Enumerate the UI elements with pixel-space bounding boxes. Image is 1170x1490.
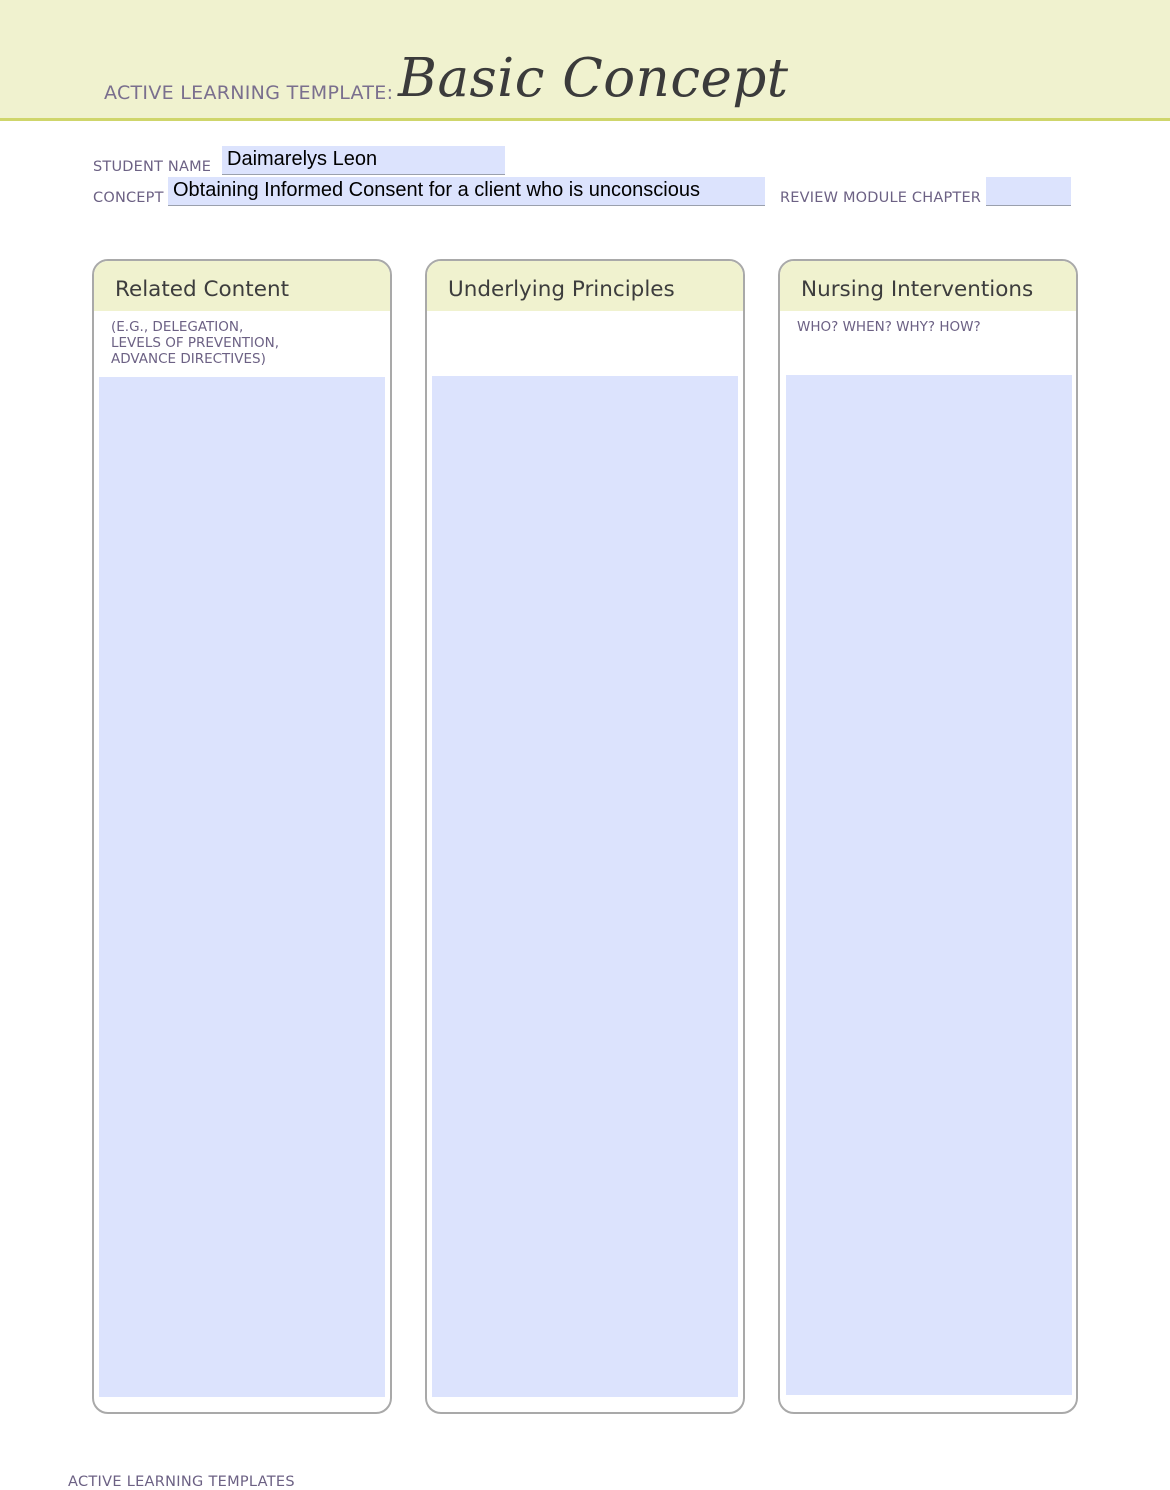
review-module-chapter-field[interactable] [986, 177, 1071, 206]
nursing-interventions-textarea[interactable] [786, 375, 1072, 1395]
related-content-panel [92, 259, 392, 1414]
related-content-note-line: ADVANCE DIRECTIVES) [111, 351, 266, 367]
underlying-principles-textarea[interactable] [432, 376, 738, 1397]
related-content-note-line: (E.G., DELEGATION, [111, 319, 244, 335]
related-content-textarea[interactable] [99, 377, 385, 1397]
header-rule [0, 118, 1170, 121]
student-name-label: STUDENT NAME [93, 159, 212, 175]
related-content-note [111, 319, 279, 367]
concept-label: CONCEPT [93, 190, 164, 206]
page-title: Basic Concept [398, 48, 789, 109]
underlying-principles-panel [425, 259, 745, 1414]
underlying-principles-title: Underlying Principles [448, 277, 675, 302]
nursing-interventions-note [797, 319, 981, 335]
related-content-note-line: LEVELS OF PREVENTION, [111, 335, 280, 351]
nursing-interventions-panel [778, 259, 1078, 1414]
footer-text: ACTIVE LEARNING TEMPLATES [68, 1474, 295, 1490]
student-name-field[interactable]: Daimarelys Leon [222, 146, 505, 175]
related-content-title: Related Content [115, 277, 289, 302]
review-module-chapter-label: REVIEW MODULE CHAPTER [780, 190, 982, 206]
nursing-interventions-title: Nursing Interventions [801, 277, 1034, 302]
template-label: ACTIVE LEARNING TEMPLATE: [104, 82, 394, 104]
concept-field[interactable]: Obtaining Informed Consent for a client who is unconscious [168, 177, 765, 206]
nursing-interventions-note-line: WHO? WHEN? WHY? HOW? [797, 319, 981, 335]
